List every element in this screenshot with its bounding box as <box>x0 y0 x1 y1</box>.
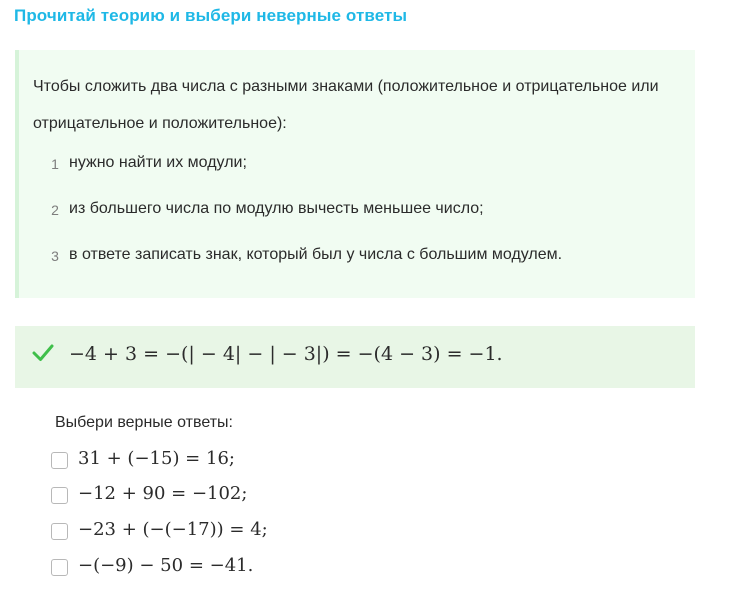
step-text: нужно найти их модули; <box>69 154 247 171</box>
step-number: 1 <box>51 156 59 172</box>
theory-step <box>19 154 679 184</box>
step-text: из большего числа по модулю вычесть меньшее число; <box>69 200 484 217</box>
answer-option[interactable] <box>50 482 370 508</box>
theory-panel <box>15 50 695 298</box>
answer-text[interactable]: −12 + 90 = −102; <box>78 483 248 504</box>
theory-step <box>19 246 679 276</box>
step-number: 2 <box>51 202 59 218</box>
answer-checkbox[interactable] <box>51 487 68 504</box>
answer-text[interactable]: −23 + (−(−17)) = 4; <box>78 519 268 540</box>
answer-option[interactable] <box>50 447 370 473</box>
answer-text[interactable]: −(−9) − 50 = −41. <box>78 555 254 576</box>
answer-checkbox[interactable] <box>51 452 68 469</box>
answer-text[interactable]: 31 + (−15) = 16; <box>78 448 235 469</box>
answer-checkbox[interactable] <box>51 559 68 576</box>
theory-step <box>19 200 679 230</box>
theory-intro: Чтобы сложить два числа с разными знаками (положительное и отрицательное или отрицательное и положительное): <box>33 78 659 132</box>
page-title: Прочитай теорию и выбери неверные ответы <box>14 6 408 25</box>
answer-option[interactable] <box>50 518 370 544</box>
example-panel <box>15 326 695 388</box>
answer-option[interactable] <box>50 554 370 580</box>
step-text: в ответе записать знак, который был у числа с большим модулем. <box>69 246 563 263</box>
quiz-question: Выбери верные ответы: <box>55 414 233 431</box>
answer-checkbox[interactable] <box>51 523 68 540</box>
step-number: 3 <box>51 248 59 264</box>
checkmark-icon <box>32 342 54 364</box>
example-formula: −4 + 3 = −(| − 4| − | − 3|) = −(4 − 3) = −1. <box>69 343 503 365</box>
